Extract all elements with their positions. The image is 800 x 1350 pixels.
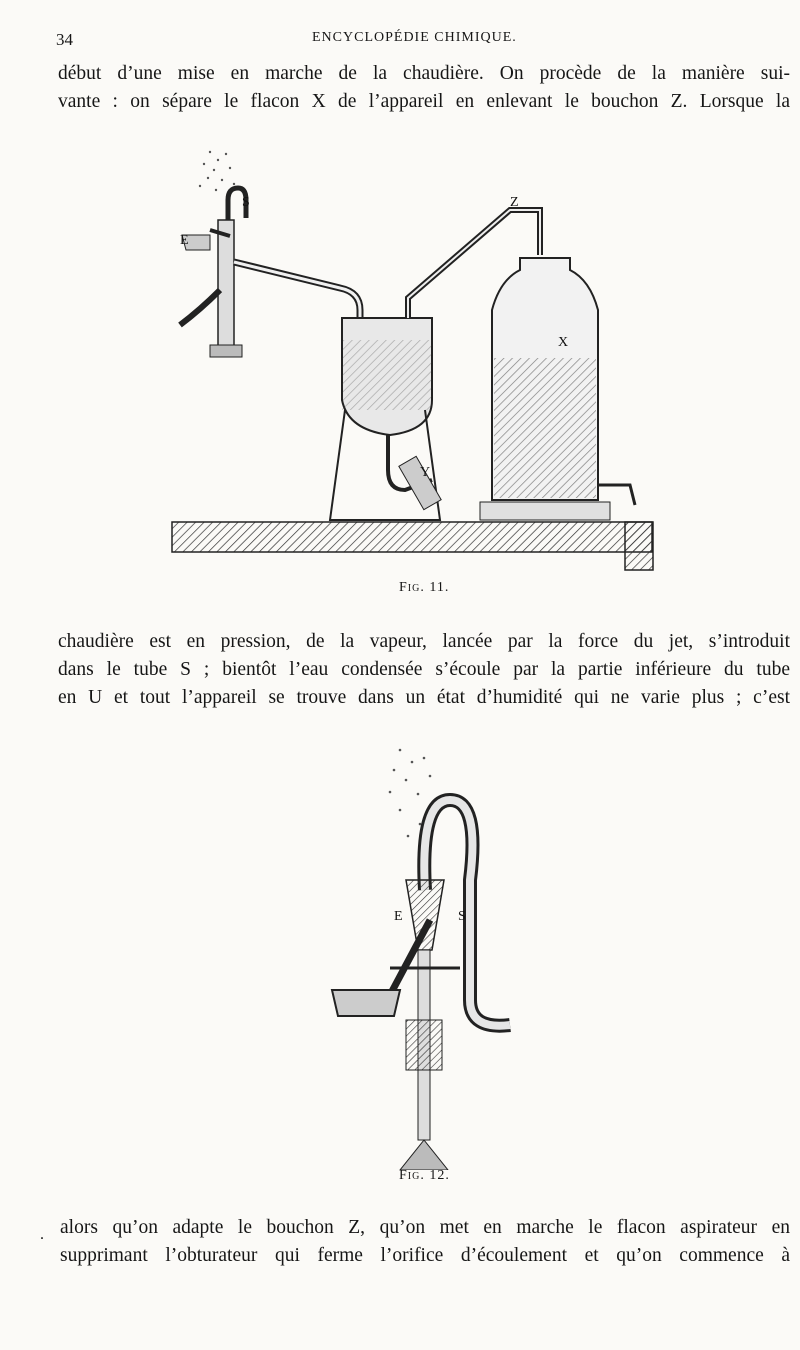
paragraph-1: [58, 60, 790, 116]
text-line: en U et tout l’appareil se trouve dans un état d’humidité qui ne varie plus ; c’est: [58, 687, 790, 708]
running-title: ENCYCLOPÉDIE CHIMIQUE.: [312, 30, 517, 45]
paragraph-2: [58, 628, 790, 712]
page-number: 34: [56, 30, 73, 49]
text-line: vante : on sépare le flacon X de l’appareil en enlevant le bouchon Z. Lorsque la: [58, 91, 790, 112]
label-y: Y: [420, 465, 431, 480]
figure-11-caption: Fig. 11.: [399, 580, 450, 595]
label-s: S: [242, 195, 250, 210]
page-header: [56, 30, 746, 54]
stray-mark: .: [40, 1226, 44, 1243]
text-line: alors qu’on adapte le bouchon Z, qu’on met en marche le flacon aspirateur en: [60, 1217, 790, 1238]
work-bench: [172, 522, 652, 552]
label-z: Z: [510, 195, 519, 210]
figure-12-caption: Fig. 12.: [399, 1168, 450, 1183]
label-e: E: [180, 233, 189, 248]
figure-11-illustration: [170, 140, 690, 580]
label-x: X: [558, 335, 569, 350]
text-line: chaudière est en pression, de la vapeur, lancée par la force du jet, s’introduit: [58, 631, 790, 652]
connecting-pipe: [234, 262, 360, 318]
funnel: [406, 880, 444, 950]
label-s: S: [458, 909, 466, 924]
collecting-cup: [332, 990, 400, 1016]
figure-12-illustration: [320, 740, 530, 1170]
paragraph-3: [60, 1214, 790, 1270]
label-e: E: [394, 909, 403, 924]
text-line: début d’une mise en marche de la chaudière. On procède de la manière sui-: [58, 63, 790, 84]
funnel-stand: [218, 220, 234, 350]
text-line: dans le tube S ; bientôt l’eau condensée s’écoule par la partie inférieure du tube: [58, 659, 790, 680]
text-line: supprimant l’obturateur qui ferme l’orifice d’écoulement et qu’on commence à: [60, 1245, 790, 1266]
